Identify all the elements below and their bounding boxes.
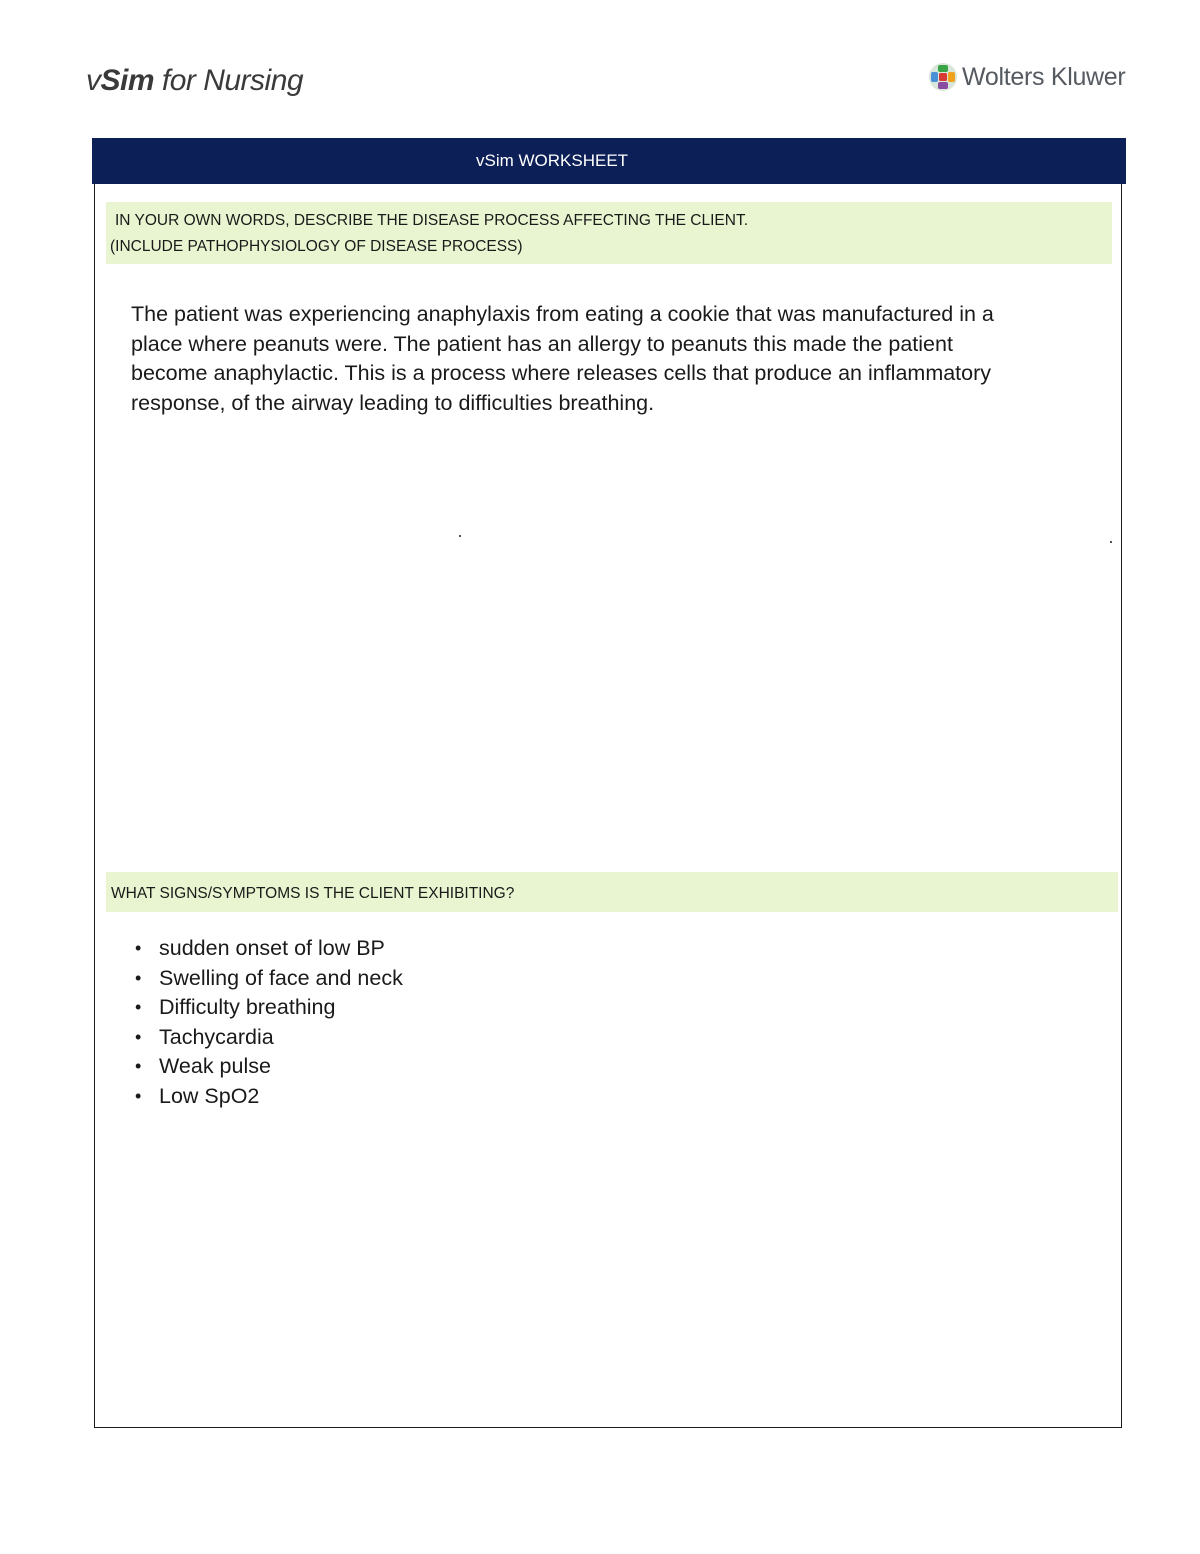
vsim-for-nursing-logo <box>86 64 303 98</box>
bullet: • <box>135 1056 142 1077</box>
bullet: • <box>135 1026 142 1047</box>
symptom-text: sudden onset of low BP <box>159 936 385 960</box>
symptom-text: Tachycardia <box>159 1024 274 1049</box>
list-item <box>131 993 403 1023</box>
signs-symptoms-prompt: WHAT SIGNS/SYMPTOMS IS THE CLIENT EXHIBITING? <box>106 872 1118 912</box>
stray-dot <box>1110 541 1112 543</box>
symptom-text: Low SpO2 <box>159 1083 260 1108</box>
symptom-list <box>131 934 403 1112</box>
brand-v: v <box>86 64 101 97</box>
stray-dot <box>459 535 461 537</box>
wolters-kluwer-logo-icon <box>928 62 958 92</box>
list-item <box>131 1052 403 1082</box>
list-item <box>131 964 403 994</box>
brand-for-nursing: for Nursing <box>154 64 304 97</box>
wolters-kluwer-name: Wolters Kluwer <box>962 62 1126 91</box>
symptom-text: Difficulty breathing <box>159 995 336 1020</box>
bullet: • <box>135 997 142 1018</box>
symptom-text: Weak pulse <box>159 1054 271 1079</box>
disease-process-prompt-line2: (INCLUDE PATHOPHYSIOLOGY OF DISEASE PROCESS) <box>110 238 523 255</box>
list-item <box>131 934 403 964</box>
list-item <box>131 1082 403 1112</box>
symptom-text: Swelling of face and neck <box>159 965 403 990</box>
bullet: • <box>135 1085 142 1106</box>
disease-process-answer: The patient was experiencing anaphylaxis from eating a cookie that was manufactured in a place where peanuts were. The patient has an allergy to peanuts this made the patient become anaphylactic. This is a process where releases cells that produce an inflammatory response, of the airway leading to difficulties breathing. <box>131 302 994 415</box>
list-item <box>131 1023 403 1053</box>
wolters-kluwer-logo <box>928 62 1125 92</box>
disease-process-prompt <box>106 202 1112 264</box>
worksheet-header: vSim WORKSHEET <box>92 138 1126 184</box>
bullet: • <box>135 967 142 988</box>
disease-process-prompt-line1: IN YOUR OWN WORDS, DESCRIBE THE DISEASE PROCESS AFFECTING THE CLIENT. <box>115 212 749 229</box>
brand-sim: Sim <box>100 64 155 97</box>
bullet: • <box>135 938 142 958</box>
